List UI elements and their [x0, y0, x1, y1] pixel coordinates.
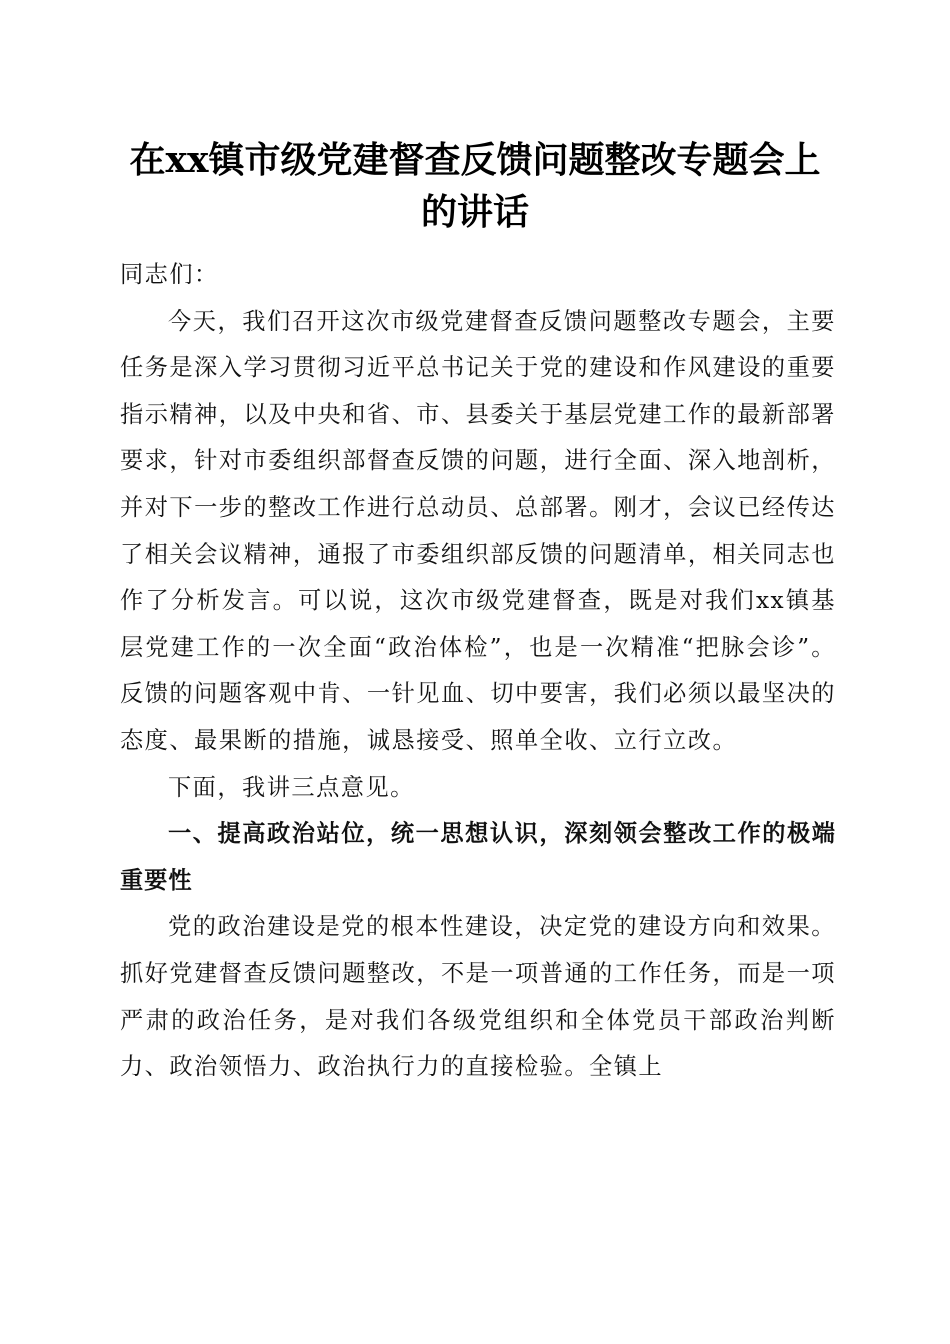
section-heading-1: 一、提高政治站位，统一思想认识，深刻领会整改工作的极端重要性	[120, 820, 836, 894]
document-title	[100, 134, 850, 238]
paragraph-opening: 今天，我们召开这次市级党建督查反馈问题整改专题会，主要任务是深入学习贯彻习近平总书记关于党的建设和作风建设的重要指示精神，以及中央和省、市、县委关于基层党建工作的最新部署要求，针对市委组织部督查反馈的问题，进行全面、深入地剖析，并对下一步的整改工作进行总动员、总部署。刚才，会议已经传达了相关会议精神，通报了市委组织部反馈的问题清单，相关同志也作了分析发言。可以说，这次市级党建督查，既是对我们xx镇基层党建工作的一次全面“政治体检”，也是一次精准“把脉会诊”。反馈的问题客观中肯、一针见血、切中要害，我们必须以最坚决的态度、最果断的措施，诚恳接受、照单全收、立行立改。	[120, 307, 836, 754]
salutation: 同志们：	[120, 261, 219, 288]
document-body	[120, 252, 836, 1091]
title-line-2: 的讲话	[420, 191, 529, 233]
title-line-1: 在xx镇市级党建督查反馈问题整改专题会上	[129, 139, 821, 181]
paragraph-intro-points: 下面，我讲三点意见。	[168, 773, 415, 801]
paragraph-section-1: 党的政治建设是党的根本性建设，决定党的建设方向和效果。抓好党建督查反馈问题整改，不是一项普通的工作任务，而是一项严肃的政治任务，是对我们各级党组织和全体党员干部政治判断力、政治领悟力、政治执行力的直接检验。全镇上	[120, 913, 836, 1081]
